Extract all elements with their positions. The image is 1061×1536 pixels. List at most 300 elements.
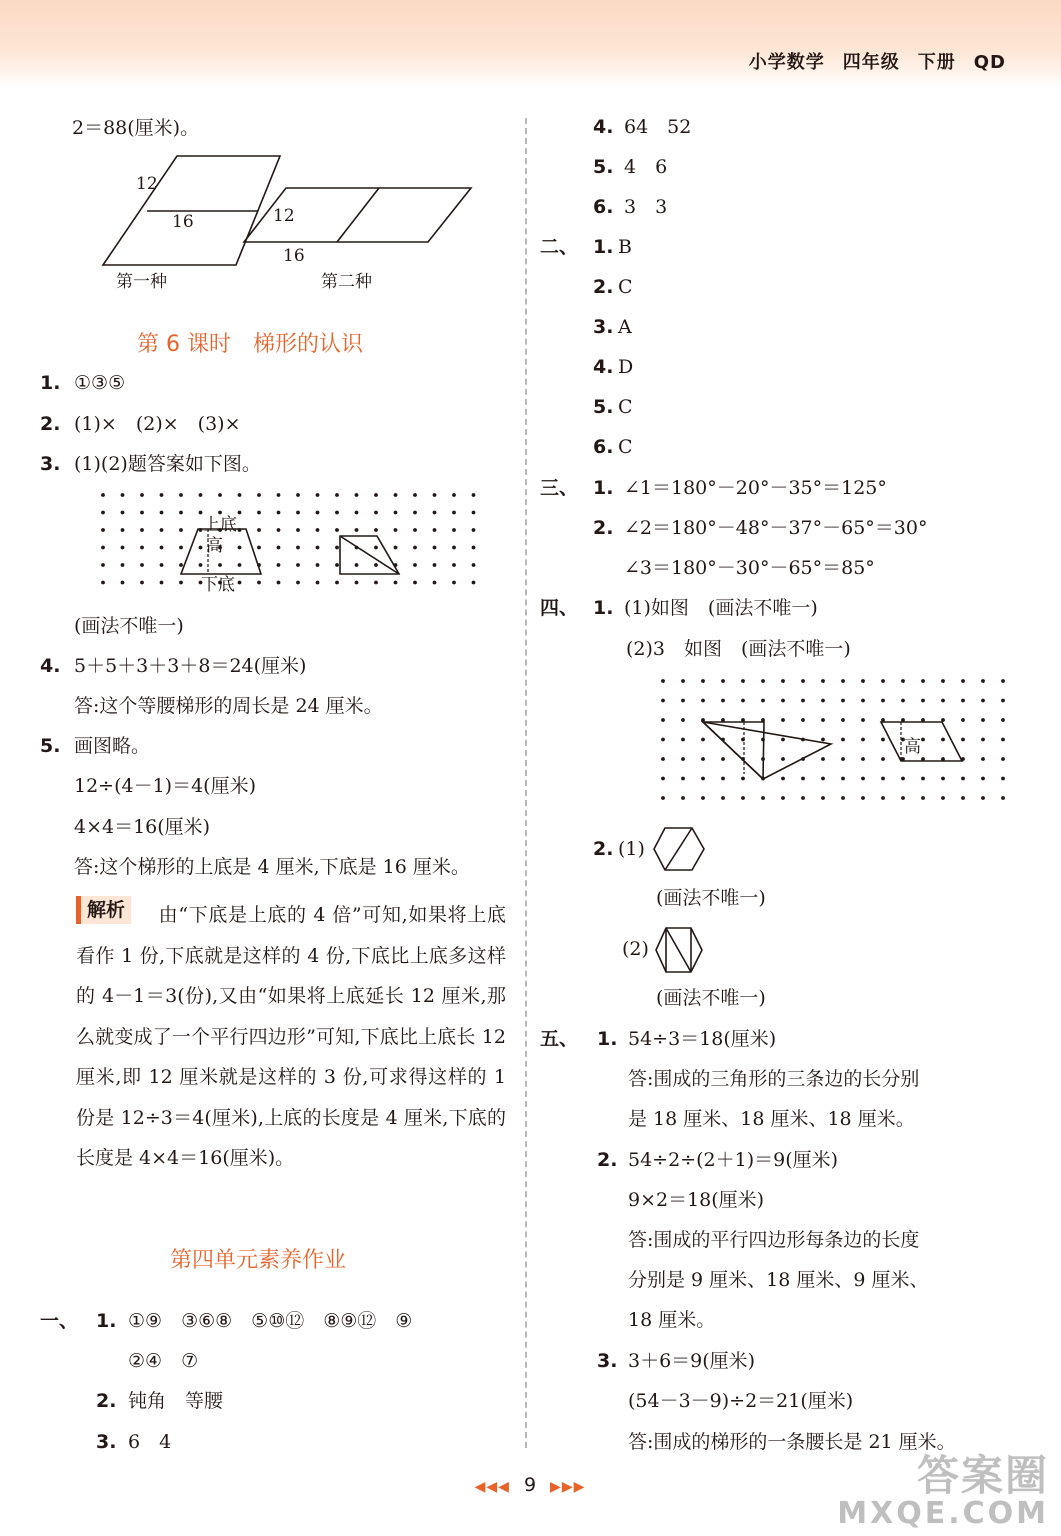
grid-dot xyxy=(140,528,144,532)
grid-dot xyxy=(821,718,825,722)
grid-dot xyxy=(861,757,865,761)
part5-q2-conclusion-2: 分别是 9 厘米、18 厘米、9 厘米、 xyxy=(628,1269,929,1291)
grid-dot xyxy=(433,493,437,497)
fig1-label-a: 12 xyxy=(136,174,158,194)
grid-dot xyxy=(238,581,242,585)
grid-dot xyxy=(257,581,261,585)
grid-dot xyxy=(394,511,398,515)
grid-dot xyxy=(257,511,261,515)
grid-dot xyxy=(881,699,885,703)
grid-dot xyxy=(801,679,805,683)
q3-note: (画法不唯一) xyxy=(74,615,184,637)
part2-item-6-number: 6. xyxy=(593,436,614,458)
grid-dot xyxy=(1001,757,1005,761)
grid-dot xyxy=(721,777,725,781)
grid-dot xyxy=(316,563,320,567)
r5-number: 5. xyxy=(593,156,614,178)
part3-label: 三、 xyxy=(540,477,579,499)
grid-dot xyxy=(941,777,945,781)
grid-dot xyxy=(801,699,805,703)
grid-dot xyxy=(921,796,925,800)
next-arrows-icon: ▶▶▶ xyxy=(550,1479,586,1495)
part3-q1-answer: ∠1＝180°－20°－35°＝125° xyxy=(624,477,887,499)
grid-dot xyxy=(701,738,705,742)
header-band xyxy=(0,0,1061,92)
grid-dot xyxy=(1001,699,1005,703)
part1-q2-number: 2. xyxy=(96,1390,117,1412)
grid-dot xyxy=(741,796,745,800)
grid-dot xyxy=(681,777,685,781)
grid-dot xyxy=(661,796,665,800)
part2-item-2-value: C xyxy=(618,276,633,298)
grid-dot xyxy=(296,528,300,532)
grid-dot xyxy=(821,699,825,703)
header-grade: 四年级 xyxy=(842,52,900,73)
grid-dot xyxy=(394,493,398,497)
grid-dot xyxy=(821,796,825,800)
grid-dot xyxy=(472,563,476,567)
grid-dot xyxy=(179,546,183,550)
grid-dot xyxy=(881,796,885,800)
grid-dot xyxy=(160,493,164,497)
grid-dot xyxy=(433,528,437,532)
grid-dot xyxy=(101,581,105,585)
grid-dots xyxy=(661,679,1005,800)
grid-dot xyxy=(374,563,378,567)
grid-dot xyxy=(413,528,417,532)
grid-dot xyxy=(981,777,985,781)
left-top-line: 2＝88(厘米)。 xyxy=(72,117,200,139)
grid-dot xyxy=(761,699,765,703)
grid-dot xyxy=(238,546,242,550)
r5-answer: 4 6 xyxy=(624,156,668,178)
grid-dot xyxy=(355,528,359,532)
q2-number: 2. xyxy=(40,413,61,435)
r4-answer: 64 52 xyxy=(624,116,692,138)
grid-dot xyxy=(218,563,222,567)
grid-dot xyxy=(316,546,320,550)
grid-dot xyxy=(433,546,437,550)
grid-dot xyxy=(741,777,745,781)
grid-dot xyxy=(277,581,281,585)
part5-q3-number: 3. xyxy=(597,1350,618,1372)
grid-dot xyxy=(355,493,359,497)
part5-q2-step2: 9×2＝18(厘米) xyxy=(628,1189,765,1211)
grid-dot xyxy=(121,511,125,515)
grid-dot xyxy=(1001,718,1005,722)
grid-dot xyxy=(821,738,825,742)
part3-q2-number: 2. xyxy=(593,517,614,539)
grid-dot xyxy=(374,493,378,497)
grid-dot xyxy=(801,777,805,781)
grid-dot xyxy=(721,796,725,800)
part5-q3-step2: (54－3－9)÷2＝21(厘米) xyxy=(628,1390,854,1412)
grid-dot xyxy=(781,738,785,742)
prev-arrows-icon: ◀◀◀ xyxy=(474,1479,510,1495)
grid-dot xyxy=(861,718,865,722)
grid-dot xyxy=(160,546,164,550)
grid-dot xyxy=(472,546,476,550)
grid-dot xyxy=(101,493,105,497)
grid-dot xyxy=(316,528,320,532)
q5-step1: 12÷(4－1)＝4(厘米) xyxy=(74,775,257,797)
grid-dot xyxy=(472,581,476,585)
grid-dot xyxy=(121,528,125,532)
part5-label: 五、 xyxy=(540,1028,579,1050)
grid-dot xyxy=(1001,796,1005,800)
part1-q2-answer: 钝角 等腰 xyxy=(128,1390,224,1412)
grid-dot xyxy=(160,581,164,585)
grid-dot xyxy=(1001,777,1005,781)
part2-item-1-value: B xyxy=(618,236,632,258)
q1-answer: ①③⑤ xyxy=(74,372,126,394)
grid-dot xyxy=(961,679,965,683)
grid-dot xyxy=(277,528,281,532)
grid-dot xyxy=(121,546,125,550)
part4-q2-a-label: (1) xyxy=(618,838,645,860)
grid-dot xyxy=(121,581,125,585)
part4-q1-answer-b: (2)3 如图 (画法不唯一) xyxy=(626,638,851,660)
q5-conclusion: 答:这个梯形的上底是 4 厘米,下底是 16 厘米。 xyxy=(74,856,470,878)
grid-dot xyxy=(335,581,339,585)
grid-dot xyxy=(881,738,885,742)
grid-dot xyxy=(452,493,456,497)
page-number: 9 xyxy=(523,1474,537,1496)
grid-dot xyxy=(981,679,985,683)
grid-dot xyxy=(316,493,320,497)
fig1-label-b: 16 xyxy=(172,212,194,232)
grid-dot xyxy=(981,718,985,722)
part2-label: 二、 xyxy=(540,236,579,258)
grid-dot xyxy=(821,777,825,781)
grid-dot xyxy=(101,528,105,532)
grid-dot xyxy=(374,528,378,532)
q5-answer: 画图略。 xyxy=(74,735,151,757)
grid-dot xyxy=(335,493,339,497)
part2-item-4-value: D xyxy=(618,356,634,378)
grid-dot xyxy=(257,493,261,497)
grid-dot xyxy=(841,679,845,683)
grid-dot xyxy=(374,546,378,550)
grid-dot xyxy=(160,511,164,515)
grid-dot xyxy=(841,738,845,742)
grid-dot xyxy=(981,699,985,703)
grid-dot xyxy=(413,563,417,567)
grid-dot xyxy=(218,493,222,497)
grid-dot xyxy=(681,796,685,800)
grid-dot xyxy=(741,699,745,703)
grid-dot xyxy=(179,581,183,585)
grid-dot xyxy=(781,718,785,722)
q3-answer: (1)(2)题答案如下图。 xyxy=(74,453,261,475)
part4-label: 四、 xyxy=(540,597,579,619)
fig1-caption: 第一种 xyxy=(116,272,167,292)
part1-label: 一、 xyxy=(40,1310,79,1332)
grid-dot xyxy=(841,777,845,781)
part5-q3-conclusion: 答:围成的梯形的一条腰长是 21 厘米。 xyxy=(628,1431,956,1453)
grid-dot xyxy=(921,679,925,683)
grid-dot xyxy=(961,738,965,742)
grid-dot xyxy=(841,718,845,722)
grid-dot xyxy=(413,493,417,497)
grid-label-top-base: 上底 xyxy=(203,515,237,535)
grid-dot xyxy=(881,757,885,761)
grid-dot xyxy=(661,699,665,703)
grid-dot xyxy=(472,511,476,515)
grid-dot xyxy=(179,528,183,532)
r6-number: 6. xyxy=(593,196,614,218)
grid-dot xyxy=(452,511,456,515)
part4-q2-note-1: (画法不唯一) xyxy=(656,887,766,909)
grid-dot xyxy=(374,511,378,515)
part5-q1-number: 1. xyxy=(597,1028,618,1050)
grid-dot xyxy=(721,757,725,761)
grid-dot xyxy=(961,796,965,800)
part2-item-3-number: 3. xyxy=(593,316,614,338)
grid-dot xyxy=(355,563,359,567)
grid-dot xyxy=(761,796,765,800)
q2-answer: (1)× (2)× (3)× xyxy=(74,413,241,435)
grid-label-height: 高 xyxy=(206,536,223,556)
grid-dot xyxy=(101,563,105,567)
grid-dot xyxy=(661,777,665,781)
grid-dot xyxy=(681,757,685,761)
q5-step2: 4×4＝16(厘米) xyxy=(74,816,211,838)
column-divider xyxy=(525,118,527,1448)
part3-q1-number: 1. xyxy=(593,477,614,499)
header-volume: 下册 xyxy=(917,52,956,73)
part1-q3-answer: 6 4 xyxy=(128,1431,172,1453)
grid-dot xyxy=(981,757,985,761)
grid-dots xyxy=(101,493,475,584)
grid-dot xyxy=(199,493,203,497)
q5-number: 5. xyxy=(40,735,61,757)
part5-q2-number: 2. xyxy=(597,1149,618,1171)
grid-dot xyxy=(781,757,785,761)
header-subject: 小学数学 xyxy=(748,52,825,73)
grid-dot xyxy=(1001,738,1005,742)
page-header xyxy=(731,48,1006,74)
grid-dot xyxy=(179,563,183,567)
grid-dot xyxy=(121,563,125,567)
grid-dot xyxy=(661,738,665,742)
grid-dot xyxy=(394,546,398,550)
dot-grid-trapezoids xyxy=(100,492,485,584)
grid-dot xyxy=(140,546,144,550)
grid-dot xyxy=(861,679,865,683)
grid-label-bottom-base: 下底 xyxy=(201,575,235,595)
grid-dot xyxy=(296,581,300,585)
grid-dot xyxy=(821,757,825,761)
part2-item-6-value: C xyxy=(618,436,633,458)
q1-number: 1. xyxy=(40,372,61,394)
grid-dot xyxy=(199,546,203,550)
part2-item-5-number: 5. xyxy=(593,396,614,418)
grid-dot xyxy=(1001,679,1005,683)
dot-grid-triangle-parallelogram xyxy=(660,678,1006,803)
grid-dot xyxy=(296,563,300,567)
grid-dot xyxy=(277,493,281,497)
grid-dot xyxy=(841,796,845,800)
grid-dot xyxy=(981,738,985,742)
grid-dot xyxy=(921,777,925,781)
grid-dot xyxy=(921,738,925,742)
grid-dot xyxy=(140,581,144,585)
grid-dot xyxy=(433,563,437,567)
grid-dot xyxy=(881,679,885,683)
grid-dot xyxy=(741,679,745,683)
grid-dot xyxy=(394,581,398,585)
part3-q2-answer: ∠2＝180°－48°－37°－65°＝30° xyxy=(624,517,928,539)
grid-dot xyxy=(701,757,705,761)
grid-dot xyxy=(394,528,398,532)
grid-dot xyxy=(781,777,785,781)
grid-dot xyxy=(681,718,685,722)
grid-dot xyxy=(921,699,925,703)
grid-dot xyxy=(413,546,417,550)
grid-dot xyxy=(781,679,785,683)
grid-dot xyxy=(277,546,281,550)
grid-dot xyxy=(179,511,183,515)
part4-q2-note-2: (画法不唯一) xyxy=(656,987,766,1009)
part2-item-3-value: A xyxy=(618,316,632,338)
grid-dot xyxy=(801,718,805,722)
grid-dot xyxy=(277,511,281,515)
analysis-tag: 解析 xyxy=(76,896,131,924)
grid-dot xyxy=(472,528,476,532)
grid-dot xyxy=(316,581,320,585)
grid-dot xyxy=(701,777,705,781)
q4-answer: 5＋5＋3＋3＋8＝24(厘米) xyxy=(74,655,307,677)
grid-dot xyxy=(355,581,359,585)
grid-dot xyxy=(472,493,476,497)
part5-q2-conclusion-1: 答:围成的平行四边形每条边的长度 xyxy=(628,1229,920,1251)
section-title-unit4: 第四单元素养作业 xyxy=(170,1248,347,1273)
q4-conclusion: 答:这个等腰梯形的周长是 24 厘米。 xyxy=(74,695,383,717)
grid-dot xyxy=(316,511,320,515)
fig2-label-a: 12 xyxy=(273,206,295,226)
grid-dot xyxy=(961,699,965,703)
part4-q2-number: 2. xyxy=(593,838,614,860)
grid-dot xyxy=(841,757,845,761)
grid-dot xyxy=(238,493,242,497)
grid-dot xyxy=(140,493,144,497)
grid-dot xyxy=(257,546,261,550)
page-footer xyxy=(440,1474,620,1496)
grid-dot xyxy=(941,699,945,703)
fig2-label-b: 16 xyxy=(283,246,305,266)
grid-dot xyxy=(433,511,437,515)
q4-number: 4. xyxy=(40,655,61,677)
part2-item-5-value: C xyxy=(618,396,633,418)
grid-dot xyxy=(101,546,105,550)
q3-number: 3. xyxy=(40,453,61,475)
grid-dot xyxy=(101,511,105,515)
analysis-paragraph xyxy=(76,895,506,1179)
grid-dot xyxy=(861,777,865,781)
hexagon-split-2 xyxy=(654,926,704,974)
grid-dot xyxy=(681,679,685,683)
header-edition: QD xyxy=(973,52,1006,73)
part5-q3-answer: 3＋6＝9(厘米) xyxy=(628,1350,756,1372)
grid-dot xyxy=(841,699,845,703)
grid-dot xyxy=(661,718,665,722)
grid-dot xyxy=(452,528,456,532)
part1-q1-answer-cont: ②④ ⑦ xyxy=(128,1350,199,1372)
part5-q1-conclusion-1: 答:围成的三角形的三条边的长分别 xyxy=(628,1068,920,1090)
grid-dot xyxy=(335,563,339,567)
grid-dot xyxy=(238,563,242,567)
r6-answer: 3 3 xyxy=(624,196,668,218)
grid-dot xyxy=(861,796,865,800)
grid-dot xyxy=(452,581,456,585)
grid-dot xyxy=(296,511,300,515)
grid-dot xyxy=(781,796,785,800)
grid-dot xyxy=(199,511,203,515)
part5-q1-answer: 54÷3＝18(厘米) xyxy=(628,1028,777,1050)
grid-dot xyxy=(335,511,339,515)
grid-dot xyxy=(901,777,905,781)
r4-number: 4. xyxy=(593,116,614,138)
grid-dot xyxy=(881,777,885,781)
grid-dot xyxy=(681,699,685,703)
grid-dot xyxy=(821,679,825,683)
grid-dot xyxy=(961,777,965,781)
grid-dot xyxy=(801,796,805,800)
grid-dot xyxy=(335,546,339,550)
part5-q2-conclusion-3: 18 厘米。 xyxy=(628,1309,716,1331)
watermark-line1: 答案圈 xyxy=(916,1451,1049,1500)
grid-dot xyxy=(296,546,300,550)
part2-item-4-number: 4. xyxy=(593,356,614,378)
grid-dot xyxy=(901,699,905,703)
grid-dot xyxy=(452,546,456,550)
grid-dot xyxy=(452,563,456,567)
section-title-lesson6: 第 6 课时 梯形的认识 xyxy=(137,332,363,357)
grid-dot xyxy=(901,796,905,800)
grid-dot xyxy=(861,699,865,703)
grid-dot xyxy=(661,679,665,683)
grid-dot xyxy=(681,738,685,742)
grid-dot xyxy=(179,493,183,497)
grid-dot xyxy=(121,493,125,497)
analysis-text: 由“下底是上底的 4 倍”可知,如果将上底看作 1 份,下底就是这样的 4 份,下底比上底多这样的 4－1＝3(份),又由“如果将上底延长 12 厘米,那么就变成了一个平行四边形”可知,下底比上底长 12 厘米,即 12 厘米就是这样的 3 份,可求得这样的 1 份是 12÷3＝4(厘米),上底的长度是 4 厘米,下底的长度是 4×4＝16(厘米)。 xyxy=(76,904,506,1169)
grid-dot xyxy=(335,528,339,532)
grid-dot xyxy=(355,511,359,515)
grid-dot xyxy=(238,511,242,515)
grid-label-height-right: 高 xyxy=(904,737,921,757)
grid-dot xyxy=(433,581,437,585)
grid-dot xyxy=(761,679,765,683)
grid-dot xyxy=(861,738,865,742)
grid-dot xyxy=(140,563,144,567)
grid-dot xyxy=(781,699,785,703)
grid-dot xyxy=(140,511,144,515)
grid-dot xyxy=(413,581,417,585)
part4-q2-b-label: (2) xyxy=(622,938,649,960)
part2-item-2-number: 2. xyxy=(593,276,614,298)
fig2-caption: 第二种 xyxy=(321,272,372,292)
part4-q1-number: 1. xyxy=(593,597,614,619)
grid-dot xyxy=(160,528,164,532)
part1-q1-answer: ①⑨ ③⑥⑧ ⑤⑩⑫ ⑧⑨⑫ ⑨ xyxy=(128,1310,413,1332)
grid-dot xyxy=(701,699,705,703)
grid-dot xyxy=(277,563,281,567)
grid-dot xyxy=(721,699,725,703)
grid-dot xyxy=(941,796,945,800)
hexagon-split-1 xyxy=(652,826,706,872)
grid-dot xyxy=(701,679,705,683)
